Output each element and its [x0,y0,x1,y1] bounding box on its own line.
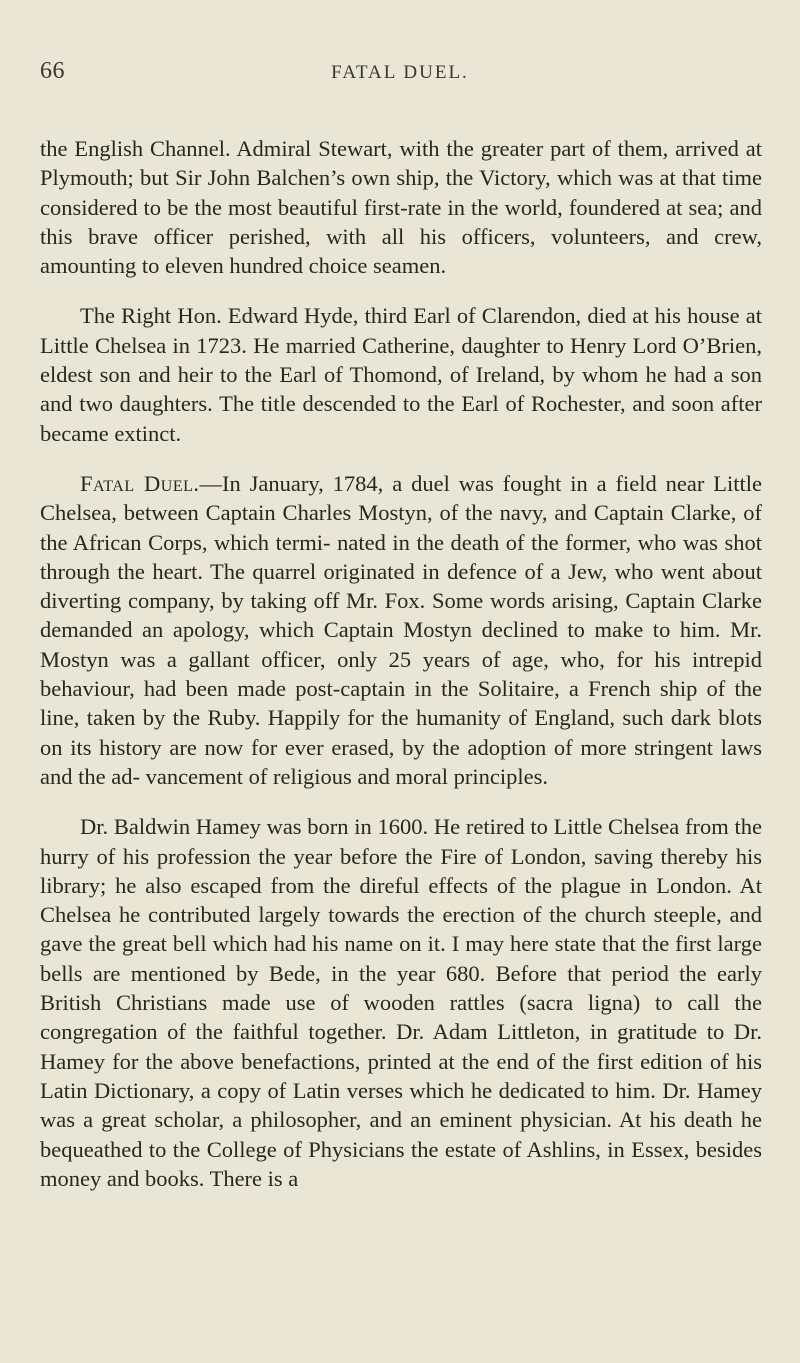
paragraph-dr-hamey: Dr. Baldwin Hamey was born in 1600. He retired to Little Chelsea from the hurry of his profession the year before the Fire of London, saving thereby his library; he also escaped from the direful effects of the plague in London. At Chelsea he contributed largely towards the erection of the church steeple, and gave the great bell which had his name on it. I may here state that the first large bells are mentioned by Bede, in the year 680. Before that period the early British Christians made use of wooden rattles (sacra ligna) to call the congregation of the faithful together. Dr. Adam Littleton, in gratitude to Dr. Hamey for the above benefactions, printed at the end of the first edition of his Latin Dictionary, a copy of Latin verses which he dedicated to him. Dr. Hamey was a great scholar, a philosopher, and an eminent physician. At his death he bequeathed to the College of Physicians the estate of Ashlins, in Essex, besides money and books. There is a [40,814,762,1191]
paragraph-fatal-duel [40,469,762,791]
section-lead-fatal-duel: Fatal Duel. [80,470,200,496]
paragraph-earl-of-clarendon: The Right Hon. Edward Hyde, third Earl of Clarendon, died at his house at Little Chelsea in 1723. He married Catherine, daughter to Henry Lord O’Brien, eldest son and heir to the Earl of Thomond, of Ireland, by whom he had a son and two daughters. The title descended to the Earl of Rochester, and soon after became extinct. [40,303,762,446]
running-head: FATAL DUEL. [331,62,469,83]
page-number: 66 [40,58,65,84]
paragraph-continuation: the English Channel. Admiral Stewart, with the greater part of them, arrived at Plymouth; but Sir John Balchen’s own ship, the Victory, which was at that time considered to be the most beautiful first-rate in the world, foundered at sea; and this brave officer perished, with all his officers, volunteers, and crew, amounting to eleven hundred choice seamen. [40,136,762,279]
body-text [40,134,762,1214]
paragraph-fatal-duel-text: —In January, 1784, a duel was fought in a field near Little Chelsea, between Captain Charles Mostyn, of the navy, and Captain Clarke, of the African Corps, which termi- nated in the death of the former, who was shot through the heart. The quarrel originated in defence of a Jew, who went about diverting company, by taking off Mr. Fox. Some words arising, Captain Clarke demanded an apology, which Captain Mostyn declined to make to him. Mr. Mostyn was a gallant officer, only 25 years of age, who, for his intrepid behaviour, had been made post-captain in the Solitaire, a French ship of the line, taken by the Ruby. Happily for the humanity of England, such dark blots on its history are now for ever erased, by the adoption of more stringent laws and the ad- vancement of religious and moral principles. [40,470,763,789]
